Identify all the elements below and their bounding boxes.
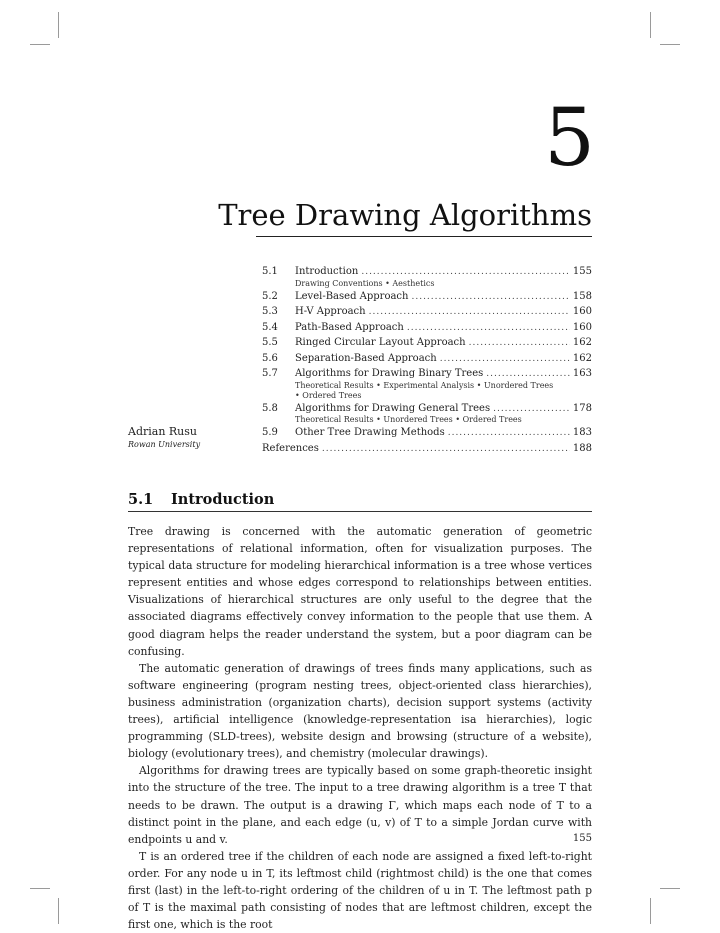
toc-section-number: 5.5 [262, 337, 278, 348]
toc-section-number: 5.3 [262, 306, 278, 317]
body-paragraph: The automatic generation of drawings of trees finds many applications, such as software engineering (program nesting trees, object-oriented class hierarchies), business administration (organization charts), decision support systems (activity trees), artificial intelligence (knowledge-representation isa hierarchies), logic programming (SLD-trees), website design and browsing (structure of a website), biology (evolutionary trees), and chemistry (molecular drawings). [128, 661, 592, 761]
toc-section-title: References [262, 442, 319, 454]
body-paragraph: Algorithms for drawing trees are typically based on some graph-theoretic insight into the structure of the tree. The input to a tree drawing algorithm is a tree T that needs to be drawn. The output is a drawing Γ, which maps each node of T to a distinct point in the plane, and each edge (u, v) of T to a simple Jordan curve with endpoints u and v. [128, 764, 592, 846]
toc-leader-dots [369, 307, 570, 317]
toc-page-number: 163 [572, 368, 592, 379]
toc-page-number: 162 [572, 337, 592, 348]
toc-subsections: Theoretical Results • Experimental Analysis • Unordered Trees • Ordered Trees [295, 380, 554, 400]
toc-references-entry[interactable] [262, 443, 592, 459]
toc-entry[interactable] [262, 322, 592, 338]
toc-section-title: Introduction [295, 266, 359, 277]
author-block [128, 425, 200, 449]
crop-mark [660, 44, 680, 45]
toc-subsections: Drawing Conventions • Aesthetics [295, 278, 435, 288]
crop-mark [650, 12, 651, 38]
body-text [128, 523, 592, 933]
crop-mark [58, 12, 59, 38]
chapter-title: Tree Drawing Algorithms [218, 198, 592, 232]
section-title: Introduction [171, 491, 275, 508]
toc-leader-dots [361, 267, 570, 277]
toc-leader-dots [448, 428, 570, 438]
toc-entry[interactable] [262, 353, 592, 369]
toc-entry[interactable] [262, 291, 592, 307]
toc-section-number: 5.9 [262, 427, 278, 438]
title-rule [256, 236, 592, 237]
toc-section-number: 5.8 [262, 402, 278, 414]
toc-page-number: 155 [572, 266, 592, 277]
toc-leader-dots [322, 444, 570, 454]
toc-entry[interactable] [262, 306, 592, 322]
toc-section-title: Ringed Circular Layout Approach [295, 337, 466, 348]
toc-leader-dots [493, 404, 570, 414]
toc-entry[interactable] [262, 337, 592, 353]
toc-page-number: 188 [572, 442, 592, 454]
toc-section-number: 5.4 [262, 321, 278, 333]
toc-section-title: Algorithms for Drawing Binary Trees [295, 368, 484, 379]
author-affiliation: Rowan University [128, 440, 201, 449]
toc-leader-dots [469, 338, 570, 348]
body-paragraph: T is an ordered tree if the children of each node are assigned a fixed left-to-right order. For any node u in T, its leftmost child (rightmost child) is the one that comes first (last) in the left-to-right ordering of the children of u in T. The leftmost path p of T is the maximal path consisting of nodes that are leftmost children, except the first one, which is the root [128, 849, 592, 932]
toc-section-title: Algorithms for Drawing General Trees [295, 402, 491, 414]
page-number: 155 [572, 833, 592, 844]
toc-page-number: 160 [572, 321, 592, 333]
toc-page-number: 162 [572, 352, 592, 364]
crop-mark [58, 898, 59, 924]
table-of-contents [262, 266, 592, 458]
toc-section-title: Path-Based Approach [295, 321, 404, 333]
body-paragraph: Tree drawing is concerned with the automatic generation of geometric representations of relational information, often for visualization purposes. The typical data structure for modeling hierarchical information is a tree whose vertices represent entities and whose edges correspond to relationships between entities. Visualizations of hierarchical structures are only useful to the degree that the associated diagrams effectively convey information to the people that use them. A good diagram helps the reader understand the system, but a poor diagram can be confusing. [128, 525, 592, 658]
crop-mark [30, 888, 50, 889]
toc-section-title: Separation-Based Approach [295, 352, 437, 364]
section-rule [128, 511, 592, 512]
toc-page-number: 178 [572, 402, 592, 414]
toc-page-number: 158 [572, 290, 592, 302]
toc-page-number: 160 [572, 306, 592, 317]
toc-leader-dots [407, 323, 570, 333]
toc-section-number: 5.1 [262, 266, 278, 277]
crop-mark [650, 898, 651, 924]
toc-subsections: Theoretical Results • Unordered Trees • Ordered Trees [295, 415, 522, 424]
crop-mark [30, 44, 50, 45]
toc-section-number: 5.6 [262, 352, 278, 364]
section-number: 5.1 [128, 491, 154, 508]
toc-section-number: 5.2 [262, 290, 278, 302]
author-name: Adrian Rusu [128, 425, 197, 438]
toc-page-number: 183 [572, 427, 592, 438]
chapter-number: 5 [544, 91, 595, 184]
toc-section-title: Other Tree Drawing Methods [295, 427, 445, 438]
toc-leader-dots [486, 369, 570, 379]
toc-leader-dots [411, 292, 569, 302]
toc-section-title: Level-Based Approach [295, 290, 409, 302]
toc-section-number: 5.7 [262, 368, 278, 379]
toc-leader-dots [440, 354, 570, 364]
toc-section-title: H-V Approach [295, 306, 366, 317]
toc-entry[interactable] [262, 427, 592, 443]
section-heading [128, 491, 592, 508]
crop-mark [660, 888, 680, 889]
